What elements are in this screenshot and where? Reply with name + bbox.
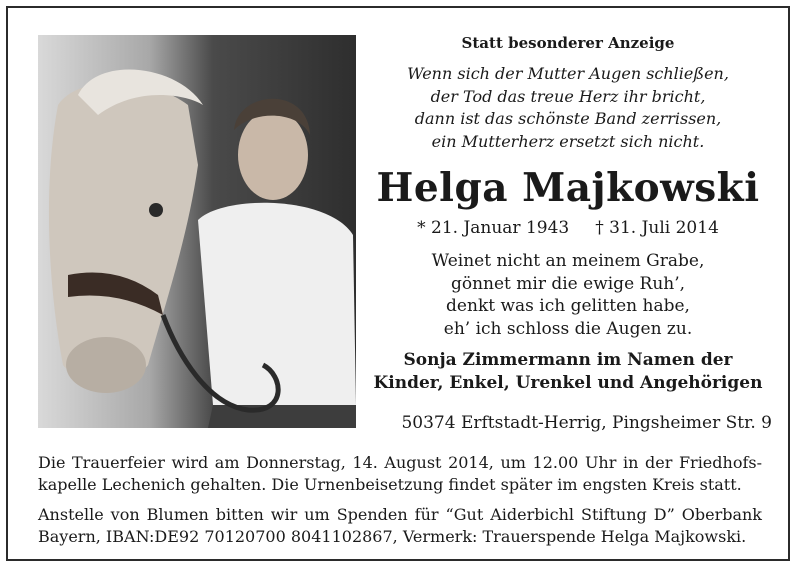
deceased-name: Helga Majkowski xyxy=(376,165,760,211)
family-address: 50374 Erftstadt-Herrig, Pingsheimer Str. 9 xyxy=(401,413,772,433)
poem-line: Wenn sich der Mutter Augen schließen, xyxy=(407,64,729,83)
poem-line: der Tod das treue Herz ihr bricht, xyxy=(430,86,706,106)
bottom-poem xyxy=(364,250,772,340)
mourners-line: Kinder, Enkel, Urenkel und Angehörigen xyxy=(373,373,763,393)
poem-line: gönnet mir die ewige Ruh’, xyxy=(450,273,686,294)
notice-heading: Statt besonderer Anzeige xyxy=(461,34,675,52)
poem-line: denkt was ich gelitten habe, xyxy=(446,296,690,316)
poem-line: Weinet nicht an meinem Grabe, xyxy=(431,251,705,271)
donation-request: Anstelle von Blumen bitten wir um Spenden für “Gut Aiderbichl Stiftung D” Oberbank Bayern, IBAN:DE92 70120700 8041102867, Vermerk: Trauerspende Helga Majkowski. xyxy=(38,505,762,546)
funeral-announcement: Die Trauerfeier wird am Donnerstag, 14. August 2014, um 12.00 Uhr in der Friedhofs-kapelle Lechenich gehalten. Die Urnenbeisetzung findet später im engsten Kreis statt. xyxy=(38,453,762,494)
mourners-line: Sonja Zimmermann im Namen der xyxy=(403,350,733,370)
mourners-signature xyxy=(364,349,772,395)
life-dates xyxy=(364,217,772,239)
portrait-photo-with-horse xyxy=(38,35,356,428)
birth-date: * 21. Januar 1943 xyxy=(417,218,570,238)
top-poem xyxy=(364,63,772,153)
poem-line: eh’ ich schloss die Augen zu. xyxy=(443,318,693,339)
poem-line: dann ist das schönste Band zerrissen, xyxy=(414,109,722,128)
poem-line: ein Mutterherz ersetzt sich nicht. xyxy=(431,131,705,151)
death-date: † 31. Juli 2014 xyxy=(595,218,719,238)
